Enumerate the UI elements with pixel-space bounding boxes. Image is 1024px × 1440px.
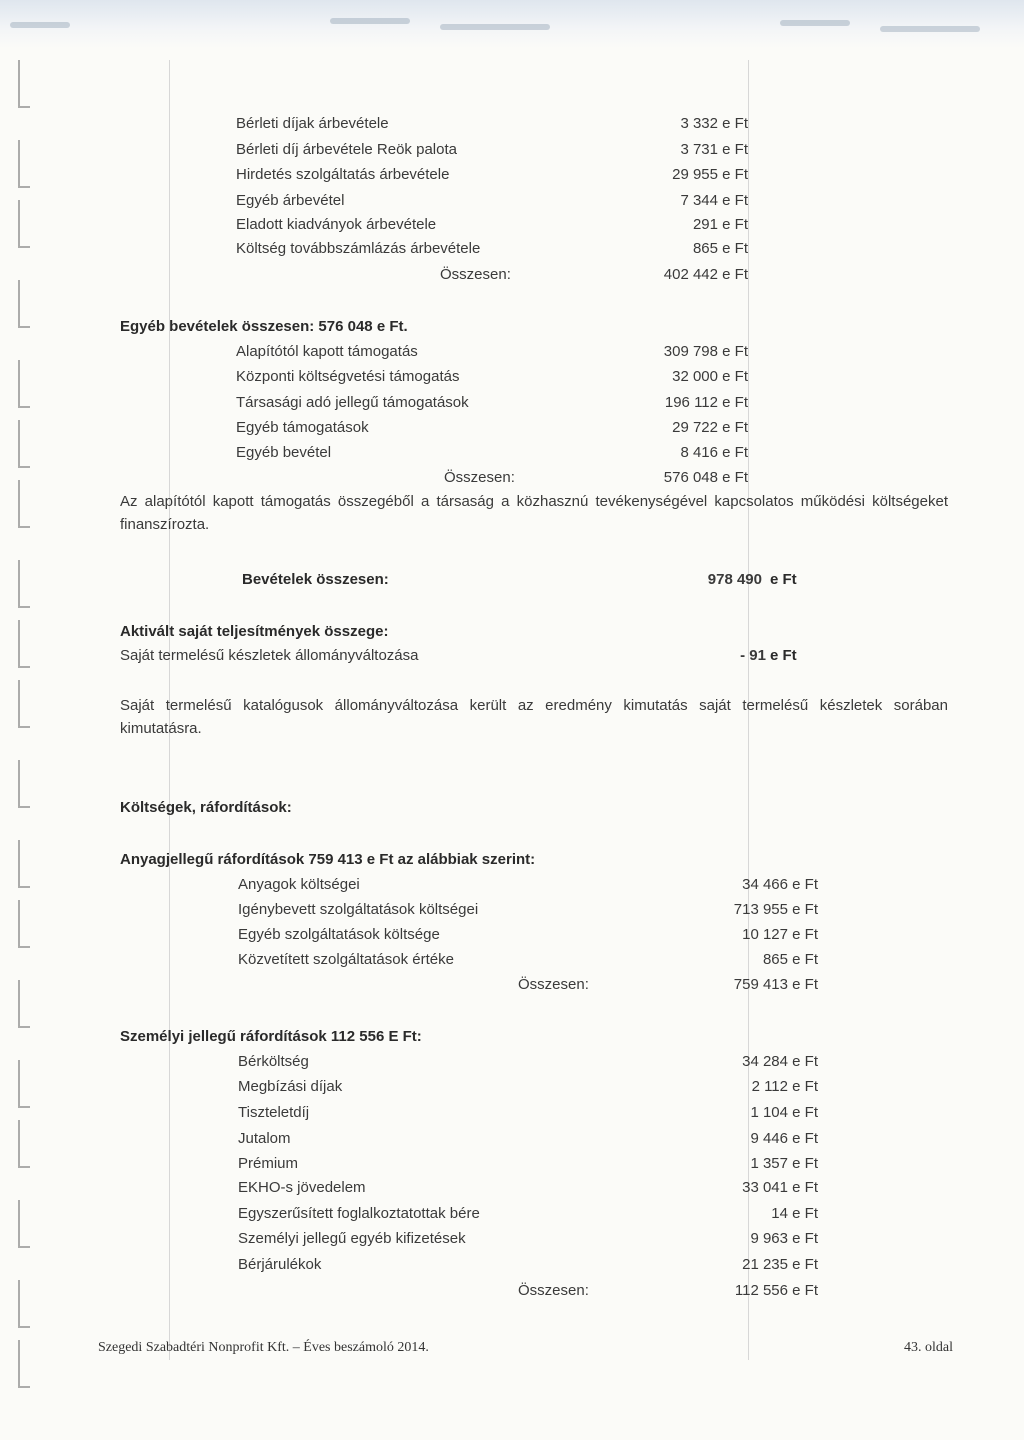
personal-label: Egyszerűsített foglalkoztatottak bére [238,1205,480,1222]
activated-heading: Aktivált saját teljesítmények összege: [120,623,389,640]
activated-label: Saját termelésű készletek állományváltozása [120,647,419,664]
personal-value: 21 235 e Ft [742,1256,818,1273]
personal-label: Tiszteletdíj [238,1104,310,1121]
revenue-value: 7 344 e Ft [680,192,748,209]
income-total-value: 978 490 [707,571,762,588]
revenue-value: 3 332 e Ft [680,115,748,132]
material-heading: Anyagjellegű ráfordítások 759 413 e Ft az alábbiak szerint: [120,851,536,868]
personal-value: 9 446 e Ft [750,1130,818,1147]
personal-label: Jutalom [238,1130,291,1147]
personal-value: 33 041 e Ft [742,1179,818,1196]
other-income-total-value: 576 048 e Ft [663,469,748,486]
material-value: 34 466 e Ft [742,876,818,893]
personal-value: 1 104 e Ft [750,1104,818,1121]
page-number: 43. oldal [904,1340,953,1355]
revenue-label: Eladott kiadványok árbevétele [236,216,437,233]
material-value: 10 127 e Ft [742,926,818,943]
personal-label: Megbízási díjak [238,1078,343,1095]
material-label: Közvetített szolgáltatások értéke [238,951,454,968]
revenue-label: Bérleti díjak árbevétele [236,115,389,132]
personal-label: Bérköltség [238,1053,309,1070]
personal-label: Bérjárulékok [238,1256,322,1273]
activated-value: - 91 [740,647,766,664]
revenue-label: Egyéb árbevétel [236,192,345,209]
other-income-heading: Egyéb bevételek összesen: 576 048 e Ft. [120,318,408,335]
costs-heading: Költségek, ráfordítások: [120,799,292,816]
personal-value: 14 e Ft [771,1205,818,1222]
personal-value: 9 963 e Ft [750,1230,818,1247]
revenue-label: Költség továbbszámlázás árbevétele [236,240,481,257]
income-total-unit: e Ft [770,571,797,588]
other-income-value: 8 416 e Ft [680,444,748,461]
personal-value: 34 284 e Ft [742,1053,818,1070]
other-income-value: 309 798 e Ft [663,343,748,360]
other-income-label: Társasági adó jellegű támogatások [236,394,469,411]
revenue-value: 865 e Ft [692,240,748,257]
other-income-label: Alapítótól kapott támogatás [236,343,418,360]
material-label: Igénybevett szolgáltatások költségei [238,901,479,918]
income-total-label: Bevételek összesen: [242,571,389,588]
scan-artifact-bar [0,0,1024,48]
revenue-label: Bérleti díj árbevétele Reök palota [236,141,457,158]
revenue-total-value: 402 442 e Ft [663,266,748,283]
revenue-value: 291 e Ft [692,216,748,233]
material-total-label: Összesen: [518,976,589,993]
personal-label: EKHO-s jövedelem [238,1179,366,1196]
revenue-value: 3 731 e Ft [680,141,748,158]
personal-value: 2 112 e Ft [751,1078,818,1095]
material-total-value: 759 413 e Ft [733,976,818,993]
personal-total-value: 112 556 e Ft [734,1282,818,1299]
other-income-label: Egyéb bevétel [236,444,332,461]
personal-label: Személyi jellegű egyéb kifizetések [238,1230,466,1247]
material-label: Anyagok költségei [238,876,360,893]
other-income-label: Egyéb támogatások [236,419,369,436]
personal-total-label: Összesen: [518,1282,589,1299]
footer-left: Szegedi Szabadtéri Nonprofit Kft. – Éves beszámoló 2014. [98,1340,429,1355]
revenue-label: Hirdetés szolgáltatás árbevétele [236,166,450,183]
activated-note: Saját termelésű katalógusok állományváltozása került az eredmény kimutatás saját termelésű készletek sorában kimutatásra. [120,697,948,737]
activated-unit: e Ft [770,647,797,664]
other-income-total-label: Összesen: [444,469,515,486]
other-income-value: 29 722 e Ft [672,419,748,436]
other-income-value: 196 112 e Ft [664,394,748,411]
other-income-label: Központi költségvetési támogatás [236,368,460,385]
personal-heading: Személyi jellegű ráfordítások 112 556 E Ft: [120,1028,422,1045]
binder-hole-marks [18,40,38,1440]
material-label: Egyéb szolgáltatások költsége [238,926,440,943]
revenue-value: 29 955 e Ft [672,166,748,183]
material-value: 865 e Ft [762,951,818,968]
personal-value: 1 357 e Ft [750,1155,818,1172]
personal-label: Prémium [238,1155,299,1172]
material-value: 713 955 e Ft [733,901,818,918]
other-income-value: 32 000 e Ft [672,368,748,385]
revenue-total-label: Összesen: [440,266,511,283]
other-income-note: Az alapítótól kapott támogatás összegéből a társaság a közhasznú tevékenységével kapcsolatos működési költségeket finanszírozta. [120,493,948,533]
